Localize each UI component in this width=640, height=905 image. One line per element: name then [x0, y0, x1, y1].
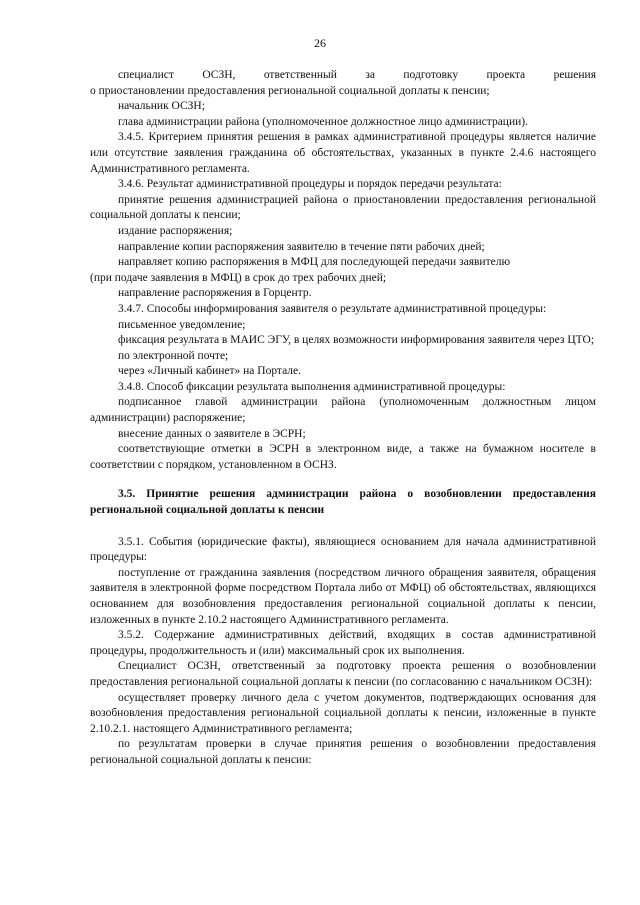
paragraph: принятие решения администрацией района о приостановлении предоставления региональной социальной доплаты к пенсии; [90, 193, 596, 222]
paragraph: издание распоряжения; [118, 224, 233, 237]
paragraph: начальник ОСЗН; [118, 100, 205, 113]
paragraph: подписанное главой администрации района (уполномоченным должностным лицом администрации) распоряжение; [90, 396, 596, 425]
paragraph: 3.4.5. Критерием принятия решения в рамках административной процедуры является наличие или отсутствие заявления гражданина об обстоятельствах, указанных в пункте 2.4.6 настоящего Административного регламента. [90, 131, 596, 175]
paragraph: соответствующие отметки в ЭСРН в электронном виде, а также на бумажном носителе в соответствии с порядком, установленном в ОСНЗ. [90, 443, 596, 471]
paragraph: о приостановлении предоставления региональной социальной доплаты к пенсии; [90, 84, 490, 97]
paragraph: (при подаче заявления в МФЦ) в срок до трех рабочих дней; [90, 271, 387, 284]
page-number: 26 [314, 36, 326, 50]
paragraph: 3.5.2. Содержание административных действий, входящих в состав административной процедуры, продолжительность и (или) максимальный срок их выполнения. [90, 629, 596, 657]
paragraph: поступление от гражданина заявления (посредством личного обращения заявителя, обращения заявителя в электронной форме посредством Портала либо от МФЦ) об обстоятельствах, являющихся основанием для возобновления предоставления региональной социальной доплаты к пенсии, изложенных в пункте 2.10.2 настоящего Административного регламента. [90, 566, 596, 626]
document-body [90, 68, 596, 769]
paragraph: по результатам проверки в случае принятия решения о возобновлении предоставления региональной социальной доплаты к пенсии: [90, 738, 596, 766]
paragraph: 3.4.7. Способы информирования заявителя о результате административной процедуры: [118, 302, 547, 315]
paragraph: по электронной почте; [118, 349, 229, 362]
section-heading: 3.5. Принятие решения администрации района о возобновлении предоставления региональной социальной доплаты к пенсии [90, 488, 596, 517]
paragraph: Специалист ОСЗН, ответственный за подготовку проекта решения о возобновлении предоставления региональной социальной доплаты к пенсии (по согласованию с начальником ОСЗН): [90, 660, 596, 688]
paragraph: фиксация результата в МАИС ЭГУ, в целях возможности информирования заявителя через ЦТО; [118, 334, 595, 347]
paragraph: 3.5.1. События (юридические факты), являющиеся основанием для начала административной процедуры: [90, 535, 596, 564]
paragraph: осуществляет проверку личного дела с учетом документов, подтверждающих основания для возобновления предоставления региональной социальной доплаты к пенсии, изложенные в пункте 2.10.2.1. настоящего Административного регламента; [90, 691, 596, 735]
paragraph: направление копии распоряжения заявителю в течение пяти рабочих дней; [118, 240, 485, 253]
paragraph: глава администрации района (уполномоченное должностное лицо администрации). [118, 115, 528, 128]
paragraph: письменное уведомление; [118, 318, 246, 331]
paragraph: специалист ОСЗН, ответственный за подготовку проекта решения [118, 69, 596, 81]
paragraph: 3.4.6. Результат административной процедуры и порядок передачи результата: [118, 178, 502, 191]
paragraph: 3.4.8. Способ фиксации результата выполнения административной процедуры: [118, 380, 506, 393]
paragraph: направляет копию распоряжения в МФЦ для последующей передачи заявителю [118, 256, 511, 269]
paragraph: направление распоряжения в Горцентр. [118, 287, 312, 300]
paragraph: внесение данных о заявителе в ЭСРН; [118, 427, 306, 440]
paragraph: через «Личный кабинет» на Портале. [118, 365, 302, 378]
